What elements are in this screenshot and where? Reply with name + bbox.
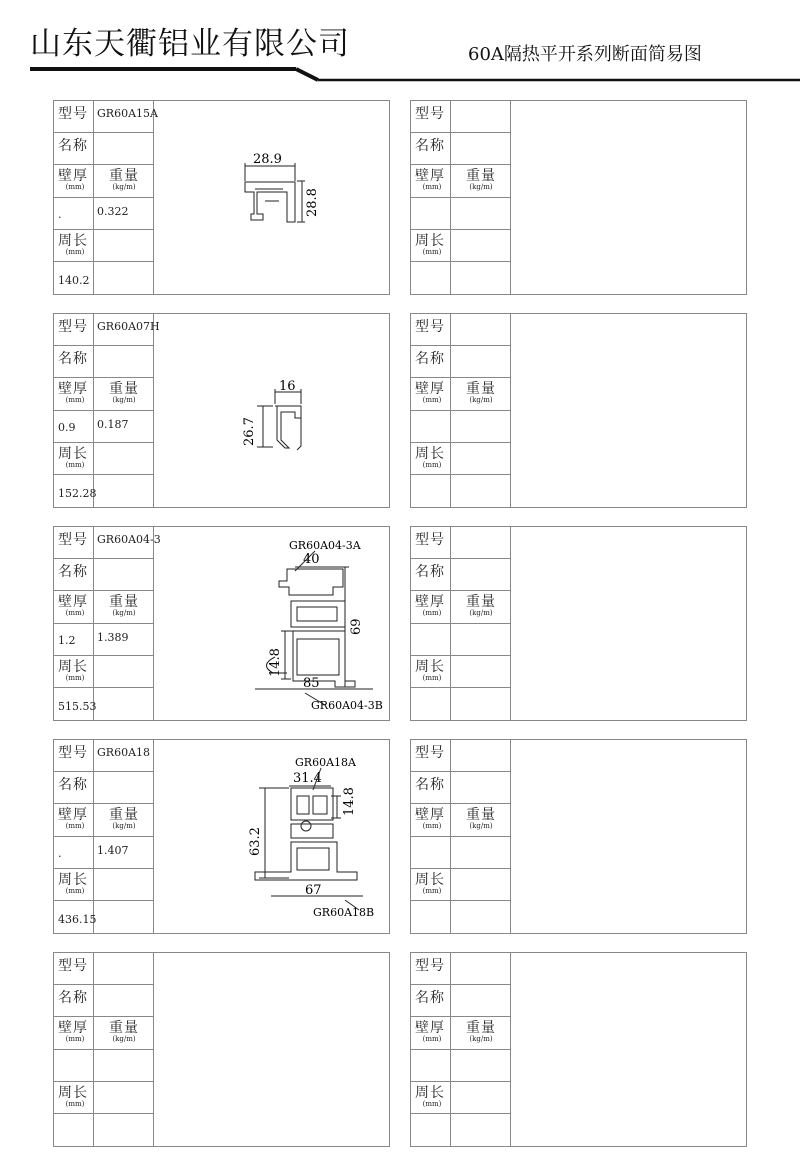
model-value: GR60A18 — [94, 740, 154, 771]
profile-diagram — [512, 527, 745, 720]
company-name: 山东天衢铝业有限公司 — [30, 26, 350, 62]
header-rule — [0, 60, 800, 82]
profile-diagram — [512, 101, 745, 294]
perimeter-label: 周长 (mm) — [54, 1082, 94, 1113]
profile-card — [410, 952, 747, 1147]
thickness-value — [411, 1050, 451, 1081]
thickness-value — [411, 198, 451, 229]
weight-value — [451, 411, 511, 442]
perimeter-value-row — [54, 262, 154, 294]
perimeter-spacer — [94, 230, 154, 261]
name-label: 名称 — [411, 346, 451, 377]
perimeter-value — [411, 688, 451, 720]
weight-value: 1.407 — [94, 837, 154, 868]
weight-label: 重量 (kg/m) — [94, 591, 154, 623]
model-value — [94, 953, 154, 984]
model-row — [411, 101, 511, 133]
perimeter-label: 周长 (mm) — [411, 869, 451, 900]
perimeter-label-row — [411, 1082, 511, 1114]
spec-value-row — [54, 198, 154, 230]
part-a-label: GR60A04-3A — [289, 539, 361, 552]
weight-label: 重量 (kg/m) — [94, 804, 154, 836]
thickness-label: 壁厚 (mm) — [411, 804, 451, 836]
profile-diagram — [512, 953, 745, 1146]
perimeter-value — [411, 262, 451, 294]
dim-width: 67 — [305, 883, 322, 898]
perimeter-value-row — [411, 262, 511, 294]
thickness-value — [411, 411, 451, 442]
spec-header-row — [54, 378, 154, 411]
model-label: 型号 — [54, 101, 94, 132]
spec-value-row — [411, 198, 511, 230]
profile-card — [410, 526, 747, 721]
weight-label: 重量 (kg/m) — [94, 378, 154, 410]
perimeter-value-spacer — [94, 262, 154, 294]
model-value — [451, 101, 511, 132]
thickness-label: 壁厚 (mm) — [411, 1017, 451, 1049]
model-row — [411, 953, 511, 985]
thickness-value: . — [54, 198, 94, 229]
part-b-label: GR60A18B — [313, 906, 375, 919]
perimeter-label-row — [411, 656, 511, 688]
perimeter-spacer — [451, 230, 511, 261]
spec-header-row — [411, 591, 511, 624]
profile-diagram — [155, 314, 388, 507]
perimeter-label: 周长 (mm) — [54, 443, 94, 474]
dim-width: 28.9 — [253, 152, 282, 167]
model-label: 型号 — [54, 527, 94, 558]
perimeter-value-spacer — [451, 1114, 511, 1146]
dim-inner-height: 14.8 — [268, 648, 283, 677]
perimeter-label: 周长 (mm) — [54, 656, 94, 687]
spec-header-row — [411, 165, 511, 198]
profile-card — [410, 739, 747, 934]
weight-value — [451, 837, 511, 868]
dim-height: 26.7 — [242, 417, 257, 446]
weight-label: 重量 (kg/m) — [451, 591, 511, 623]
thickness-label: 壁厚 (mm) — [54, 591, 94, 623]
perimeter-value-spacer — [451, 688, 511, 720]
name-row — [411, 772, 511, 804]
perimeter-label: 周长 (mm) — [411, 1082, 451, 1113]
profile-diagram — [512, 314, 745, 507]
model-row — [54, 953, 154, 985]
document-title: 60A隔热平开系列断面简易图 — [468, 44, 702, 65]
profile-card — [53, 100, 390, 295]
perimeter-value-row — [411, 688, 511, 720]
dim-width: 85 — [303, 676, 320, 691]
dim-height: 28.8 — [305, 188, 320, 217]
model-label: 型号 — [54, 314, 94, 345]
model-label: 型号 — [411, 740, 451, 771]
name-label: 名称 — [411, 985, 451, 1016]
weight-label: 重量 (kg/m) — [451, 165, 511, 197]
model-value — [451, 953, 511, 984]
weight-label: 重量 (kg/m) — [451, 1017, 511, 1049]
perimeter-label-row — [411, 230, 511, 262]
name-label: 名称 — [411, 559, 451, 590]
name-value — [451, 559, 511, 590]
name-value — [94, 985, 154, 1016]
name-row — [54, 133, 154, 165]
model-row — [54, 101, 158, 133]
perimeter-spacer — [94, 1082, 154, 1113]
weight-value — [94, 1050, 154, 1081]
model-row — [411, 314, 511, 346]
part-a-label: GR60A18A — [295, 756, 356, 769]
perimeter-value-row — [411, 475, 511, 507]
perimeter-value — [54, 1114, 94, 1146]
spec-header-row — [411, 378, 511, 411]
name-value — [94, 133, 154, 164]
thickness-label: 壁厚 (mm) — [54, 378, 94, 410]
perimeter-value: 436.15 — [54, 901, 94, 933]
perimeter-spacer — [451, 869, 511, 900]
perimeter-value-row — [54, 688, 154, 720]
thickness-label: 壁厚 (mm) — [411, 165, 451, 197]
weight-label: 重量 (kg/m) — [451, 378, 511, 410]
spec-header-row — [411, 804, 511, 837]
name-row — [411, 346, 511, 378]
spec-value-row — [411, 624, 511, 656]
profile-card — [53, 952, 390, 1147]
perimeter-label-row — [411, 443, 511, 475]
name-row — [54, 559, 154, 591]
name-value — [94, 559, 154, 590]
perimeter-label-row — [54, 869, 154, 901]
perimeter-spacer — [94, 869, 154, 900]
thickness-label: 壁厚 (mm) — [411, 378, 451, 410]
perimeter-value-spacer — [451, 901, 511, 933]
spec-value-row — [54, 411, 154, 443]
name-row — [54, 985, 154, 1017]
weight-value: 0.322 — [94, 198, 154, 229]
model-value: GR60A07H — [94, 314, 154, 345]
thickness-label: 壁厚 (mm) — [411, 591, 451, 623]
perimeter-label: 周长 (mm) — [411, 443, 451, 474]
name-row — [54, 772, 154, 804]
model-label: 型号 — [54, 953, 94, 984]
thickness-value: 1.2 — [54, 624, 94, 655]
weight-label: 重量 (kg/m) — [94, 165, 154, 197]
model-value — [451, 527, 511, 558]
perimeter-label: 周长 (mm) — [411, 656, 451, 687]
dim-top-width: 31.4 — [293, 771, 322, 786]
thickness-value — [411, 837, 451, 868]
spec-value-row — [54, 624, 154, 656]
name-label: 名称 — [411, 772, 451, 803]
name-label: 名称 — [411, 133, 451, 164]
perimeter-label-row — [54, 230, 154, 262]
spec-value-row — [411, 1050, 511, 1082]
model-row — [54, 740, 154, 772]
name-row — [411, 985, 511, 1017]
perimeter-spacer — [451, 443, 511, 474]
perimeter-value-row — [411, 1114, 511, 1146]
thickness-label: 壁厚 (mm) — [54, 1017, 94, 1049]
name-row — [411, 133, 511, 165]
perimeter-label: 周长 (mm) — [54, 230, 94, 261]
model-value — [451, 314, 511, 345]
weight-value: 0.187 — [94, 411, 154, 442]
name-label: 名称 — [54, 772, 94, 803]
profile-diagram — [512, 740, 745, 933]
dim-height: 63.2 — [248, 827, 263, 856]
perimeter-value: 152.28 — [54, 475, 94, 507]
name-value — [94, 346, 154, 377]
name-row — [54, 346, 154, 378]
perimeter-label-row — [411, 869, 511, 901]
spec-header-row — [411, 1017, 511, 1050]
perimeter-value-spacer — [451, 262, 511, 294]
spec-value-row — [411, 837, 511, 869]
perimeter-value-row — [54, 901, 154, 933]
weight-value — [451, 1050, 511, 1081]
weight-value: 1.389 — [94, 624, 154, 655]
name-label: 名称 — [54, 559, 94, 590]
model-row — [54, 314, 160, 346]
thickness-value: . — [54, 837, 94, 868]
dim-top-width: 40 — [303, 552, 320, 567]
perimeter-value — [411, 901, 451, 933]
perimeter-label-row — [54, 1082, 154, 1114]
profile-diagram — [155, 101, 388, 294]
name-value — [94, 772, 154, 803]
profile-card — [410, 313, 747, 508]
perimeter-value: 515.53 — [54, 688, 94, 720]
perimeter-value-spacer — [94, 1114, 154, 1146]
model-row — [411, 740, 511, 772]
perimeter-label-row — [54, 443, 154, 475]
perimeter-value-spacer — [451, 475, 511, 507]
profile-diagram — [155, 953, 388, 1146]
name-value — [451, 772, 511, 803]
model-value: GR60A04-3 — [94, 527, 154, 558]
perimeter-label: 周长 (mm) — [411, 230, 451, 261]
thickness-label: 壁厚 (mm) — [54, 165, 94, 197]
perimeter-value — [411, 1114, 451, 1146]
spec-value-row — [54, 837, 154, 869]
name-value — [451, 985, 511, 1016]
perimeter-value: 140.2 — [54, 262, 94, 294]
spec-header-row — [54, 804, 154, 837]
name-value — [451, 133, 511, 164]
name-label: 名称 — [54, 985, 94, 1016]
profile-card — [410, 100, 747, 295]
thickness-value: 0.9 — [54, 411, 94, 442]
profile-card — [53, 313, 390, 508]
dim-height: 69 — [349, 618, 364, 635]
perimeter-value-spacer — [94, 475, 154, 507]
name-label: 名称 — [54, 346, 94, 377]
name-value — [451, 346, 511, 377]
spec-header-row — [54, 1017, 154, 1050]
weight-label: 重量 (kg/m) — [94, 1017, 154, 1049]
model-label: 型号 — [411, 527, 451, 558]
thickness-value — [411, 624, 451, 655]
name-row — [411, 559, 511, 591]
dim-width: 16 — [279, 379, 296, 394]
weight-value — [451, 624, 511, 655]
perimeter-spacer — [451, 1082, 511, 1113]
perimeter-spacer — [94, 443, 154, 474]
profile-card — [53, 526, 390, 721]
perimeter-spacer — [94, 656, 154, 687]
perimeter-value-row — [411, 901, 511, 933]
name-label: 名称 — [54, 133, 94, 164]
spec-value-row — [411, 411, 511, 443]
weight-label: 重量 (kg/m) — [451, 804, 511, 836]
model-label: 型号 — [411, 101, 451, 132]
perimeter-value — [411, 475, 451, 507]
model-label: 型号 — [411, 953, 451, 984]
weight-value — [451, 198, 511, 229]
profile-diagram — [155, 527, 388, 720]
model-row — [54, 527, 161, 559]
part-b-label: GR60A04-3B — [311, 699, 383, 712]
model-label: 型号 — [411, 314, 451, 345]
thickness-label: 壁厚 (mm) — [54, 804, 94, 836]
profile-card — [53, 739, 390, 934]
perimeter-label: 周长 (mm) — [54, 869, 94, 900]
model-value — [451, 740, 511, 771]
perimeter-value-row — [54, 475, 154, 507]
model-row — [411, 527, 511, 559]
model-value: GR60A15A — [94, 101, 154, 132]
model-label: 型号 — [54, 740, 94, 771]
spec-header-row — [54, 165, 154, 198]
spec-value-row — [54, 1050, 154, 1082]
spec-header-row — [54, 591, 154, 624]
dim-inner-height: 14.8 — [342, 787, 357, 816]
perimeter-value-spacer — [94, 901, 154, 933]
perimeter-value-row — [54, 1114, 154, 1146]
perimeter-label-row — [54, 656, 154, 688]
thickness-value — [54, 1050, 94, 1081]
perimeter-value-spacer — [94, 688, 154, 720]
profile-diagram — [155, 740, 388, 933]
perimeter-spacer — [451, 656, 511, 687]
